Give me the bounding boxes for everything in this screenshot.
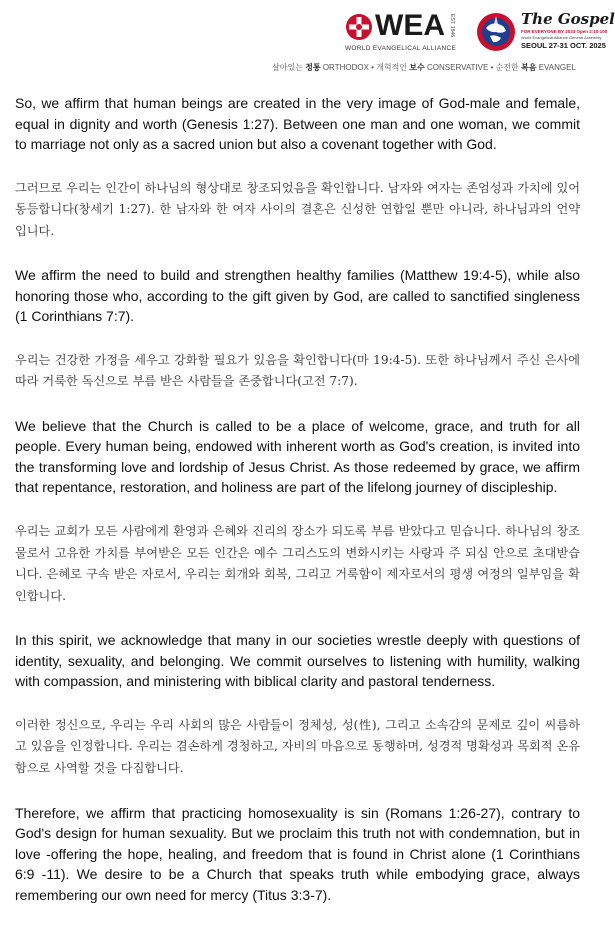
paragraph-english: We affirm the need to build and strengthen healthy families (Matthew 19:4-5), while also honoring those who, according to the gift given by God, are called to sanctified singleness (1 Corinthians 7:7). — [15, 267, 580, 325]
tagline-part: 살아있는 — [272, 63, 306, 72]
wea-cross-icon — [345, 13, 373, 41]
header-tagline — [272, 62, 576, 73]
tagline-bold: 보수 — [409, 63, 425, 72]
tagline-part: CONSERVATIVE • 순전한 — [424, 63, 521, 72]
gospel-logo — [476, 10, 615, 60]
tagline-part: ORTHODOX • 개혁적인 — [320, 63, 410, 72]
gospel-title: The Gospel — [521, 10, 615, 28]
gospel-date: SEOUL 27-31 OCT. 2025 — [521, 41, 606, 50]
wea-subtitle: WORLD EVANGELICAL ALLIANCE — [345, 45, 457, 52]
globe-icon — [476, 12, 516, 52]
paragraph-english: So, we affirm that human beings are created in the very image of God-male and female, equal in dignity and worth (Genesis 1:27). Between one man and one woman, we commit to marriage not only as a sacred union but also a covenant together with God. — [15, 95, 580, 152]
paragraph-korean: 그러므로 우리는 인간이 하나님의 형상대로 창조되었음을 확인합니다. 남자와 여자는 존엄성과 가치에 있어 동등합니다(창세기 1:27). 한 남자와 한 여자 사이의 결혼은 신성한 연합일 뿐만 아니라, 하나님과의 언약입니다. — [15, 180, 580, 238]
wea-logo — [345, 10, 465, 54]
paragraph-english: Therefore, we affirm that practicing homosexuality is sin (Romans 1:26-27), contrary to God's design for human sexuality. But we proclaim this truth not with condemnation, but in love -offering the hope, healing, and freedom that is found in Christ alone (1 Corinthians 6:9 -11). We desire to be a Church that speaks truth while embodying grace, always remembering our own need for mercy (Titus 3:3-7). — [15, 804, 580, 903]
paragraph-korean: 우리는 교회가 모든 사람에게 환영과 은혜와 진리의 장소가 되도록 부름 받았다고 믿습니다. 하나님의 창조물로서 고유한 가치를 부여받은 모든 인간은 예수 그리스도의 변화시키는 사랑과 주 되심 안으로 초대받습니다. 은혜로 구속 받은 자로서, 우리는 회개와 회복, 그리고 거룩함이 제자로서의 평생 여정의 일부임을 확인합니다. — [15, 523, 580, 603]
tagline-bold: 복음 — [521, 63, 537, 72]
paragraph-english: We believe that the Church is called to be a place of welcome, grace, and truth for all people. Every human being, endowed with inherent worth as God's creation, is invited into the transforming love and lordship of Jesus Christ. As those redeemed by grace, we affirm that repentance, restoration, and holiness are part of the lifelong journey of discipleship. — [15, 417, 580, 496]
page-header — [0, 0, 615, 80]
gospel-assembly: World Evangelical Alliance General Assembly — [521, 35, 602, 40]
wea-wordmark: WEA — [375, 9, 445, 42]
tagline-bold: 정통 — [305, 63, 321, 72]
paragraph-english: In this spirit, we acknowledge that many in our societies wrestle deeply with questions of identity, sexuality, and belonging. We commit ourselves to listening with humility, walking with compassion, and ministering with biblical clarity and pastoral tenderness. — [15, 632, 580, 690]
document-body — [15, 93, 580, 928]
gospel-tagline: FOR EVERYONE BY 2033 Open 2:10-100 — [521, 29, 608, 34]
paragraph-korean: 우리는 건강한 가정을 세우고 강화할 필요가 있음을 확인합니다(마 19:4-5). 또한 하나님께서 주신 은사에 따라 거룩한 독신으로 부름 받은 사람들을 존중합니다(고전 7:7). — [15, 352, 580, 389]
paragraph-korean: 이러한 정신으로, 우리는 우리 사회의 많은 사람들이 정체성, 성(性), 그리고 소속감의 문제로 깊이 씨름하고 있음을 인정합니다. 우리는 겸손하게 경청하고, 자비의 마음으로 동행하며, 성경적 명확성과 목회적 온유함으로 사역할 것을 다짐합니다. — [15, 717, 580, 776]
wea-established: EST. 1846 — [449, 14, 455, 38]
tagline-part: EVANGEL — [536, 63, 576, 72]
